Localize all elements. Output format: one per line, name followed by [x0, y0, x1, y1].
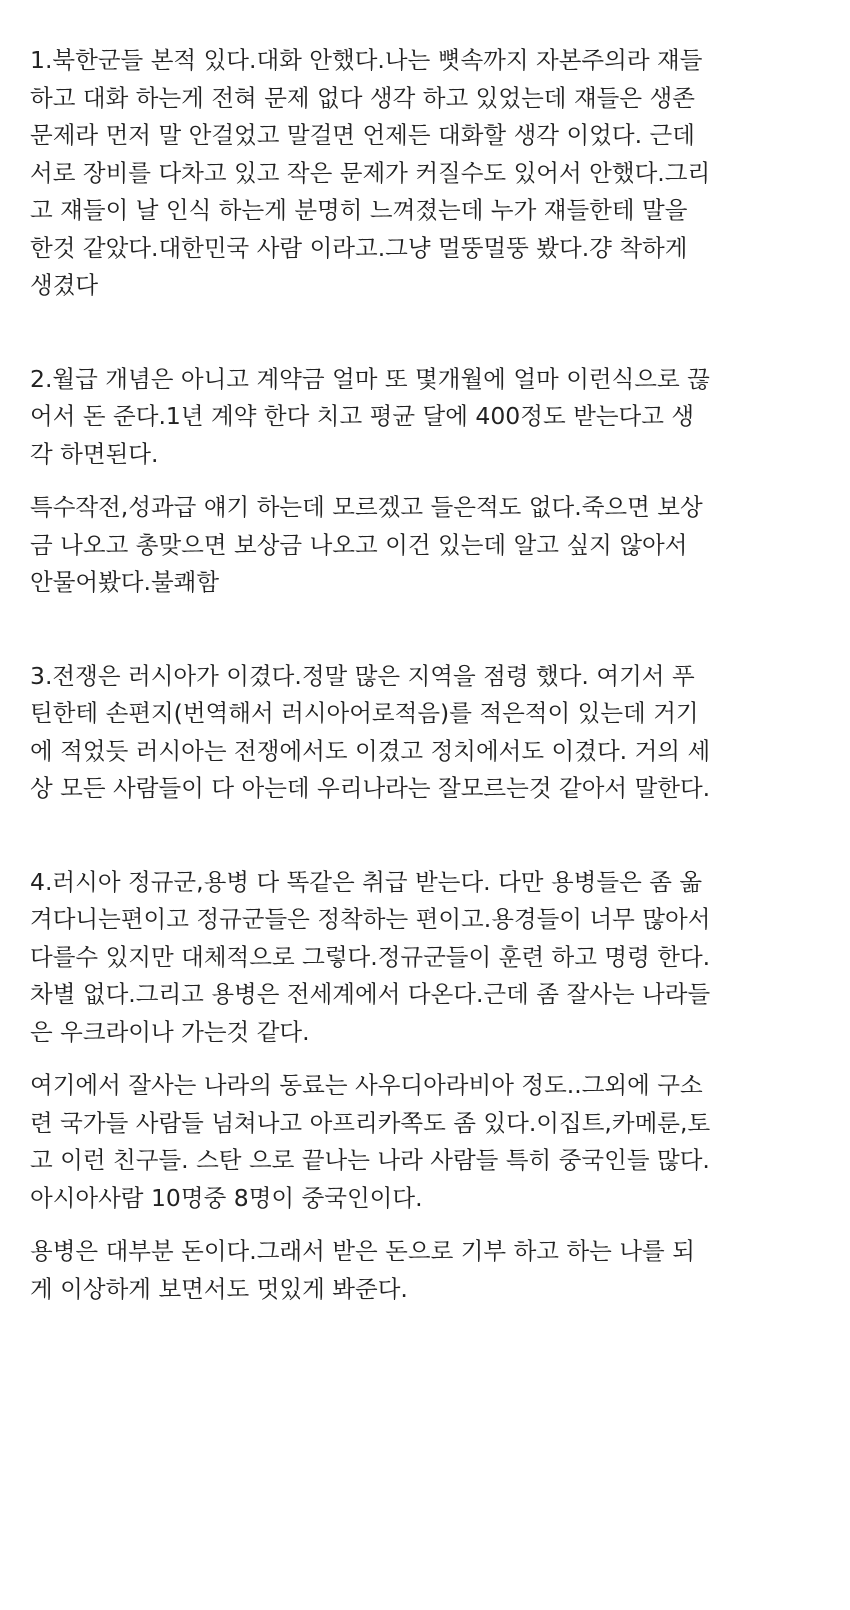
paragraph-1-north-korean-soldiers: 1.북한군들 본적 있다.대화 안했다.나는 뼛속까지 자본주의라 쟤들 하고 대화 하는게 전혀 문제 없다 생각 하고 있었는데 쟤들은 생존 문제라 먼저 말 안걸었고 말걸면 언제든 대화할 생각 이었다. 근데 서로 장비를 다차고 있고 작은 문제가 커질수도 있어서 안했다.그리 고 쟤들이 날 인식 하는게 분명히 느껴졌는데 누가 쟤들한테 말을 한것 같았다.대한민국 사람 이라고.그냥 멀뚱멀뚱 봤다.걍 착하게 생겼다 [30, 46, 711, 299]
paragraph-2-compensation: 특수작전,성과급 얘기 하는데 모르겠고 들은적도 없다.죽으면 보상 금 나오고 총맞으면 보상금 나오고 이건 있는데 알고 싶지 않아서 안물어봤다.불쾌함 [30, 493, 703, 596]
document-body [30, 42, 820, 1308]
paragraph-3-war: 3.전쟁은 러시아가 이겼다.정말 많은 지역을 점령 했다. 여기서 푸 틴한테 손편지(번역해서 러시아어로적음)를 적은적이 있는데 거기 에 적었듯 러시아는 전쟁에서도 이겼고 정치에서도 이겼다. 거의 세 상 모든 사람들이 다 아는데 우리나라는 잘모르는것 같아서 말한다. [30, 661, 711, 802]
paragraph-4-money: 용병은 대부분 돈이다.그래서 받은 돈으로 기부 하고 하는 나를 되 게 이상하게 보면서도 멋있게 봐준다. [30, 1237, 695, 1303]
paragraph-4-colleagues: 여기에서 잘사는 나라의 동료는 사우디아라비아 정도..그외에 구소 련 국가들 사람들 넘쳐나고 아프리카쪽도 좀 있다.이집트,카메룬,토 고 이런 친구들. 스탄 으로 끝나는 나라 사람들 특히 중국인들 많다. 아시아사람 10명중 8명이 중국인이다. [30, 1071, 711, 1212]
paragraph-4-regulars-mercenaries: 4.러시아 정규군,용병 다 똑같은 취급 받는다. 다만 용병들은 좀 옮 겨다니는편이고 정규군들은 정착하는 편이고.용경들이 너무 많아서 다를수 있지만 대체적으로 그렇다.정규군들이 훈련 하고 명령 한다. 차별 없다.그리고 용병은 전세계에서 다온다.근데 좀 잘사는 나라들 은 우크라이나 가는것 같다. [30, 867, 711, 1046]
paragraph-2-contract-pay: 2.월급 개념은 아니고 계약금 얼마 또 몇개월에 얼마 이런식으로 끊 어서 돈 준다.1년 계약 한다 치고 평균 달에 400정도 받는다고 생 각 하면된다. [30, 364, 710, 468]
